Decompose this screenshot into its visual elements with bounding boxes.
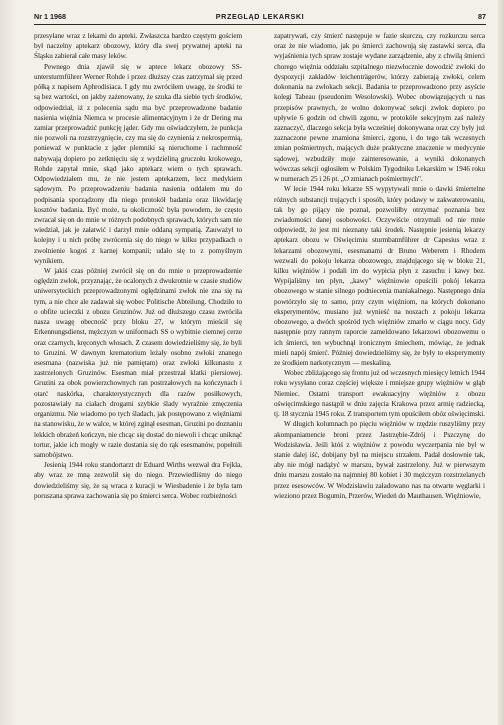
paragraph: Wobec zbliżającego się frontu już od wczesnych miesięcy letnich 1944 roku wysyłano coraz częściej większe i mniejsze grupy więźniów w głąb Niemiec. Ostatni transport ewakuacyjny więźniów z obozu oświęcimskiego nastąpił w dniu zajęcia Krakowa przez armię radziecką, tj. 18 stycznia 1945 roku. Z transportem tym opuściłem obóz oświęcimski. (274, 369, 485, 419)
page-edge (498, 0, 504, 725)
right-column (274, 31, 485, 703)
paragraph: Pewnego dnia zjawił się w aptece lekarz obozowy SS-untersturmführer Werner Rohde i przez dłuższy czas zatrzymał się przed półką z napisem Aphrodisiaca. I gdy mu zwróciłem uwagę, że środki te są bez wartości, on jakby zażenowany, że szuka dla siebie tych środków, odpowiedział, iż z polecenia sądu ma być przeprowadzone badanie nasienia więźnia Niemca w procesie alimentacyjnym i że dr Dering ma zamiar przeprowadzić punkcję jąder. Gdy mu oświadczyłem, że punkcja nie pozwoli na rozstrzygnięcie, czy ma się do czynienia z nekrospermią, poniewaź w punktacie z jąder plemniki są nieruchome i rachmność nabywają dopiero po zetknięciu się z wydzieliną gruczołu krokowego, Rohde zapytał mnie, skąd jako aptekarz wiem o tych sprawach. Odpowiedziałem mu, że nie jestem aptekarzem, lecz medykiem sądowym. Po przeprowadzeniu badania nasienia oddałem mu do podpisania sporządzony dla niego protokół badania oraz likwidację kosztów badania. Być może, ta okoliczność była powodem, że często zwracał się on do mnie w różnych podobnych sprawach, których sam nie wiedział, jak je załatwić i darzył mnie oddaną sympatią. Zauważył to kolejny i u nich próbę zwrócenia się do niego w kilku przypadkach o zwolnienie kogoś z karnej kompanii; udało się to z pomyślnym wynikiem. (34, 62, 242, 265)
issue-number: Nr 1 1968 (34, 12, 66, 21)
paragraph: W lecie 1944 roku lekarze SS wypytywali mnie o dawki śmiertelne różnych substancji trujących i sposób, który podawy w zakwaterowaniu, tak by go pijący nie poznał, pozwoliłby otrzymać poznania bez zwiadomości danej osobowości. Oczywiście otrzymali od nie mnie odpowiedź, że jest mi nieznany taki środek. Następnie jesienią lekarzy aptekarz obozu w Oświęcimiu sturmbannführer dr Capesius wraz z lekarzami obozowymi, esesmanami dr Bruno Weberem i Rhodem wezwali do pokoju lekarza obozowego, znajdującego się w bloku 21, kilku więźniów i podali im do wypicia płyn z zasuchu i kawy bez. Wypijaliśmy ten płyn, „kawy" więźniowie opuścili pokój lekarza obozowego w stanie silnego podniecenia maniakalnego. Następnego dnia powtórzyło się to samo, przy czym więźniom, na których dokonano eksperymentów, musiano już wynieść na noszach z pokoju lekarza obozowego, a dwóch spośród tych więźniów zmarło w ciągu nocy. Gdy następnie przy rannym raporcie zameldowano lekarzowi obozowemu o ich śmierci, ten wybuchnął ironicznym śmiechem, mówiąc, że jednak mieli napój śmierć. Później dowiedzieliśmy się, że były to eksperymenty ze środkiem narkotycznym — meskaliną. (274, 185, 485, 367)
paragraph: W jakiś czas później zwrócił się on do mnie o przeprowadzenie oględzin zwłok, przyznając, że ocalonych z dwukrotnie w czasie studiów uniwersyteckich przeprowadzonymi oględzinami zwłok nie zna się na tym, a nie chce ale zadawał się wobec Politische Abteilung. Chodziło to o obfite ucieczki z obozu Gruzinów. Już od dłuższego czasu zwróciła nasza uwagę obecność przy bloku 27, w którym mieścił się Erkennungsdienst, mężczyzn w uniformach SS o wybitnie ciemnej cerze oraz czarnych, kręconych włosach. Z czasem dowiedzieliśmy się, że byli to Gruzini. W dawnym krematorium leżały osobno zwłoki znanego esesmana (nazwiska już nie pamiętam) oraz zwłoki kilkunastu z zastrzelonych Gruzinów. Esesman miał przestrzał klatki piersiowej. Gruzini za obok powierzchownych ran postrzałowych na kończynach i otarć naskórka, charakterystycznych dla razów posiłkowych, pozostawiały na ciałach drogami szybkie ślady wyraźnie zmęczenia organizmu. Nie wiadomo po tych śladach, jak postępowano z więźniami na stanowisku, że w walce, w której zginął esesman, Gruzini po doznaniu lekkich obrażeń kończyn, nie chcąc się dostać do niewoli i chcąc uniknąć tortur, jakie ich mogły w razie dostania się do rąk esesmanów, popełnili samobójstwo. (34, 267, 242, 459)
page-header (34, 12, 486, 24)
paragraph: Jesienią 1944 roku standortarzt dr Eduard Wirths wezwał dra Fejkla, aby wraz ze mną zezwolił się do niego. Przewiedliśmy do niego dowiedzieliśmy się, że są wraca z kuracji w Wiesbadenie i że była tam poruszana sprawa zachowania się po śmierci serca. Wobec rozbieżności (34, 461, 242, 500)
paragraph: zapatrywań, czy śmierć następuje w fazie skurczu, czy rozkurczu serca oraz że nie wiadomo, jak po śmierci zachowują się zastawki serca, dla wyjaśnienia tych spraw zostaje wydane zarządzenie, aby z chwilą śmierci chorego więźnia oddziału szpitalnego niezwłocznie dowodzić zwłoki do dyspozycji zakładów leichenträgerów, którzy zabierają zwłoki, celem dokonania na zwłokach sekcji. Badania te przeprowadzono przy asyście kolegi Tabeau (pseudonim Wesolowski). Wobec obowiązujących u nas przepisów prawnych, że wolno dokonywać sekcji zwłok dopiero po upływie 6 godzin od chwili zgonu, w protokóle sekcyjnym zaś należy zaznaczyć, dlaczego sekcja była wcześniej dokonywana oraz czy były już zaznaczone pewne znamiona śmierci, zgonu, i do tego tak wczesnych zmian pośmiertnych, mających duże praktyczne znaczenie w medycynie sądowej, wzbudziły moje zainteresowanie, a wyniki dokonanych wówczas sekcji ogłosiłem w Polskim Tygodniku Lekarskim w 1946 roku w numerach 25 i 26 pt. „O zmianach pośmiertnych". (274, 32, 485, 184)
paragraph: przesyłane wraz z lekami do apteki. Zwłaszcza bardzo częstym gościem był naczelny aptekarz obozowy, który dla swej prywatnej apteki na Śląsku zabierał całe masy leków. (34, 32, 242, 61)
page-number: 87 (478, 12, 486, 21)
header-rule (34, 24, 486, 25)
paragraph: W długich kolumnach po pięciu więźniów w rzędzie ruszyliśmy przy akompaniamencie broni przez Jastrzębie-Zdrój i Pszczynę do Wodzisławia. Jeśli któś z więźniów z powodu wyczerpania nie był w stanie dalej iść, dobijany był na miejscu strzałem. Padał dosłownie tak, aby nie mógł nadążyć w marszu, bywał zastrzelony. Już w pierwszym dniu marszu zostało na najmniej 80 kobiet i 30 mężczyzn rozstrzelanych przez esesowców. W Wodzisławiu załadowano nas na otwarte węglarki i wieziono przez Bogumin, Przerów, Wiedeń do Mauthausen. Więźniowie, (274, 420, 485, 500)
left-column (34, 31, 242, 703)
journal-title: PRZEGLĄD LEKARSKI (215, 12, 305, 21)
